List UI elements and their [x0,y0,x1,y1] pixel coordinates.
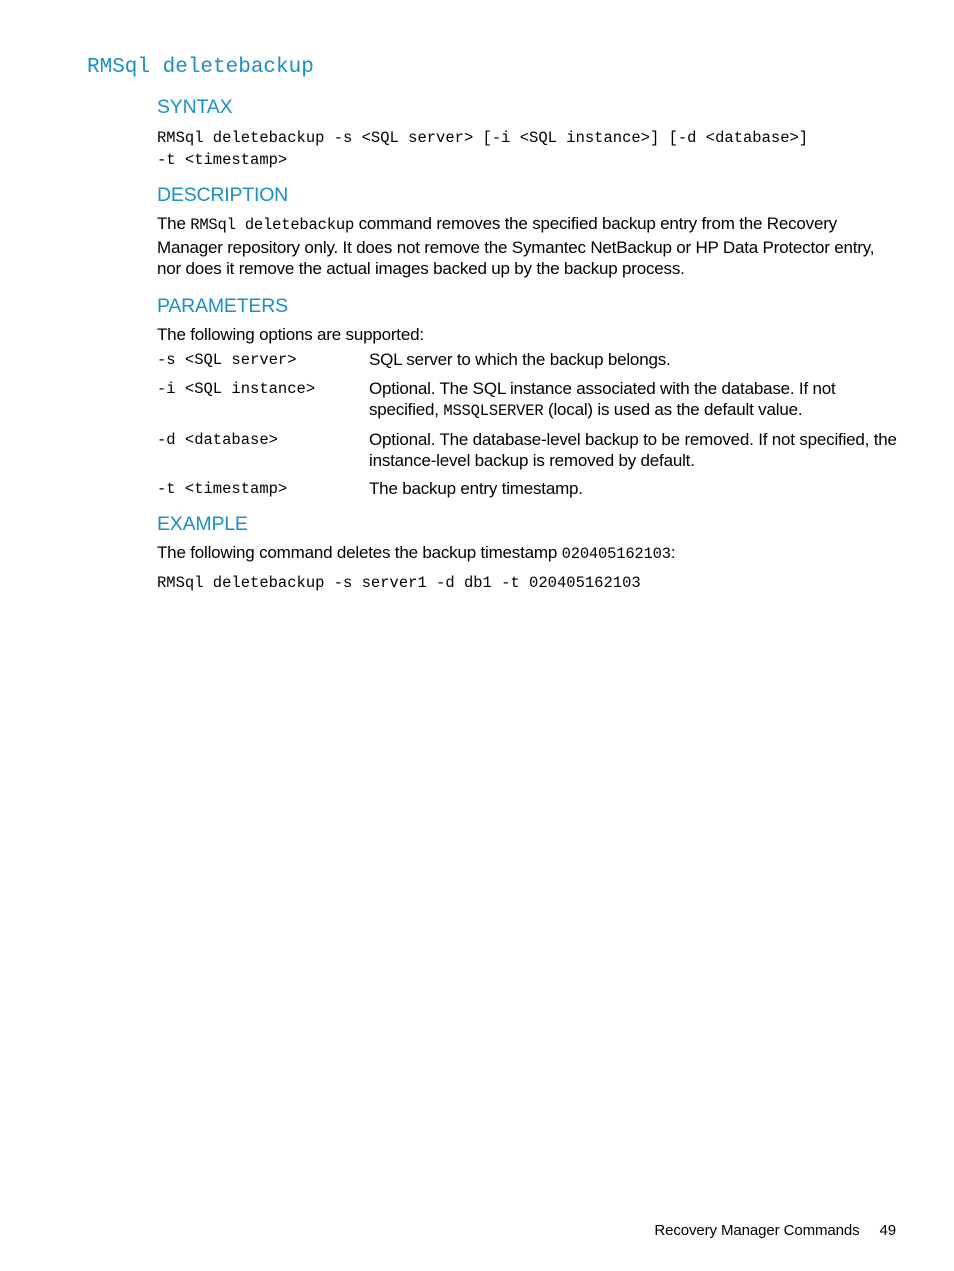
description-pre: The [157,214,191,233]
example-pre: The following command deletes the backup timestamp [157,543,562,562]
parameter-option: -d <database> [157,430,278,449]
parameter-option: -t <timestamp> [157,479,288,498]
syntax-heading: SYNTAX [157,96,233,118]
syntax-line-2: -t <timestamp> [157,151,288,169]
footer-section-title: Recovery Manager Commands [654,1222,860,1239]
page-footer [654,1222,896,1239]
parameter-description-pre: Optional. The SQL instance associated with the database. If not specified, [369,378,836,419]
parameter-option: -s <SQL server> [157,351,297,369]
page-title: RMSql deletebackup [87,56,314,79]
parameter-description: Optional. The database-level backup to be removed. If not specified, the instance-level backup is removed by default. [369,429,897,470]
example-intro [157,542,897,566]
parameter-description: The backup entry timestamp. [369,478,583,498]
parameter-description: SQL server to which the backup belongs. [369,350,671,369]
parameter-row [157,429,897,478]
parameter-description-code: MSSQLSERVER [443,402,544,420]
example-post: : [670,543,676,562]
parameters-table [157,349,897,500]
parameter-option: -i <SQL instance> [157,379,316,398]
description-post: command removes the specified backup entry from the Recovery Manager repository only. It does not remove the Symantec NetBackup or HP Data Protector entry, nor does it remove the actual images backed up by the backup process. [157,214,875,278]
parameter-description-post: (local) is used as the default value. [543,400,803,419]
command-section [157,96,897,594]
parameter-row [157,378,897,429]
parameter-description [369,378,897,429]
parameters-intro: The following options are supported: [157,324,424,344]
page-number: 49 [879,1222,896,1239]
description-heading: DESCRIPTION [157,184,289,206]
syntax-line-1: RMSql deletebackup -s <SQL server> [-i <SQL instance>] [-d <database>] [157,129,809,147]
description-paragraph [157,213,897,280]
description-command: RMSql deletebackup [190,216,355,234]
parameter-row [157,478,897,501]
example-timestamp: 020405162103 [561,545,671,563]
parameter-row [157,349,897,378]
example-heading: EXAMPLE [157,513,248,535]
parameters-heading: PARAMETERS [157,294,288,317]
example-command: RMSql deletebackup -s server1 -d db1 -t 020405162103 [157,573,641,592]
